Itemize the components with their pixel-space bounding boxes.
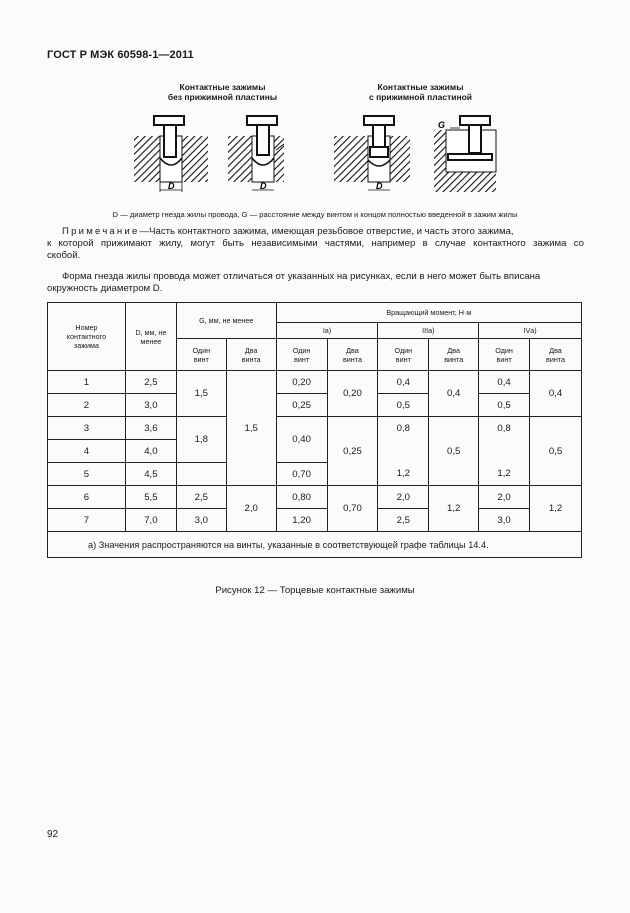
header-iv-two: Два винта xyxy=(530,339,582,371)
cell-g-one: 1,8 xyxy=(176,417,226,463)
cell-iii-two: 0,4 xyxy=(429,371,479,417)
cell-iv-two: 0,5 xyxy=(530,417,582,486)
table-row xyxy=(48,371,582,394)
cell-i-one: 1,20 xyxy=(276,509,327,532)
cell-d: 5,5 xyxy=(125,486,176,509)
cell-number: 1 xyxy=(48,371,126,394)
label-d-2: D xyxy=(260,181,267,191)
cell-iii-two: 0,5 xyxy=(429,417,479,486)
header-g-one: Один винт xyxy=(176,339,226,371)
table-row xyxy=(48,509,582,532)
form-text-line2: окружность диаметром D. xyxy=(47,283,163,294)
header-i-one: Один винт xyxy=(276,339,327,371)
cell-number: 4 xyxy=(48,440,126,463)
cell-d: 7,0 xyxy=(125,509,176,532)
header-g: G, мм, не менее xyxy=(176,303,276,339)
cell-iv-one: 1,2 xyxy=(479,463,530,486)
table-row xyxy=(48,394,582,417)
cell-iv-one: 0,5 xyxy=(479,394,530,417)
torque-table xyxy=(47,302,582,558)
form-text-line1: Форма гнезда жилы провода может отличаться от указанных на рисунках, если в него может быть вписана xyxy=(62,271,541,282)
header-d: D, мм, не менее xyxy=(125,303,176,371)
figure-caption: Рисунок 12 — Торцевые контактные зажимы xyxy=(215,585,415,596)
cell-i-one: 0,25 xyxy=(276,394,327,417)
header-i-two: Два винта xyxy=(327,339,378,371)
cell-iii-one: 0,8 xyxy=(378,417,429,440)
cell-number: 3 xyxy=(48,417,126,440)
cell-number: 6 xyxy=(48,486,126,509)
cell-iii-one: 0,4 xyxy=(378,371,429,394)
note-text xyxy=(62,226,584,238)
note-line3: скобой. xyxy=(47,250,81,261)
cell-iv-one xyxy=(479,440,530,463)
cell-i-one: 0,80 xyxy=(276,486,327,509)
cell-number: 7 xyxy=(48,509,126,532)
cell-iii-one: 2,0 xyxy=(378,486,429,509)
cell-iv-one: 3,0 xyxy=(479,509,530,532)
terminal-drawing-4 xyxy=(434,116,496,192)
cell-d: 4,0 xyxy=(125,440,176,463)
document-header: ГОСТ Р МЭК 60598-1—2011 xyxy=(47,49,194,61)
header-class-iii: IIIа) xyxy=(378,323,479,339)
figure-legend: D — диаметр гнезда жилы провода, G — расстояние между винтом и концом полностью введенной в зажим жилы xyxy=(112,210,518,219)
table-footnote: а) Значения распространяются на винты, указанные в соответствующей графе таблицы 14.4. xyxy=(48,532,582,558)
cell-i-one: 0,70 xyxy=(276,463,327,486)
cell-i-two: 0,20 xyxy=(327,371,378,417)
cell-iv-one: 2,0 xyxy=(479,486,530,509)
terminal-drawings xyxy=(120,104,500,204)
cell-number: 5 xyxy=(48,463,126,486)
terminal-drawing-1 xyxy=(134,116,208,192)
cell-iv-two: 1,2 xyxy=(530,486,582,532)
cell-iii-one: 2,5 xyxy=(378,509,429,532)
cell-g-one: 3,0 xyxy=(176,509,226,532)
cell-iv-one: 0,4 xyxy=(479,371,530,394)
cell-d: 4,5 xyxy=(125,463,176,486)
note-line2: к которой прижимают жилу, могут быть независимыми частями, например в случае контактного зажима со xyxy=(47,238,584,249)
header-number: Номер контактного зажима xyxy=(48,303,126,371)
cell-g-two: 1,5 xyxy=(226,371,276,486)
table-row xyxy=(48,486,582,509)
header-iv-one: Один винт xyxy=(479,339,530,371)
cell-g-one: 1,5 xyxy=(176,371,226,417)
page-number: 92 xyxy=(47,829,59,840)
cell-i-two: 0,70 xyxy=(327,486,378,532)
cell-iii-two: 1,2 xyxy=(429,486,479,532)
label-g: G xyxy=(438,120,446,130)
header-torque: Вращающий момент, Н·м xyxy=(276,303,581,323)
cell-iv-two: 0,4 xyxy=(530,371,582,417)
label-d-1: D xyxy=(168,181,175,191)
terminal-drawing-2 xyxy=(228,116,284,191)
cell-d: 3,0 xyxy=(125,394,176,417)
cell-iii-one xyxy=(378,440,429,463)
header-class-iv: IVа) xyxy=(479,323,582,339)
cell-i-one: 0,40 xyxy=(276,417,327,463)
cell-d: 3,6 xyxy=(125,417,176,440)
header-iii-two: Два винта xyxy=(429,339,479,371)
note-line1: —Часть контактного зажима, имеющая резьбовое отверстие, и часть этого зажима, xyxy=(139,226,514,237)
cell-d: 2,5 xyxy=(125,371,176,394)
table-row xyxy=(48,417,582,440)
figure-title-right: Контактные зажимы с прижимной пластиной xyxy=(368,82,473,102)
figure-title-left: Контактные зажимы без прижимной пластины xyxy=(167,82,278,102)
cell-number: 2 xyxy=(48,394,126,417)
header-class-i: Iа) xyxy=(276,323,378,339)
header-g-two: Два винта xyxy=(226,339,276,371)
cell-g-one xyxy=(176,463,226,486)
table-row xyxy=(48,463,582,486)
header-iii-one: Один винт xyxy=(378,339,429,371)
cell-g-one: 2,5 xyxy=(176,486,226,509)
cell-g-two: 2,0 xyxy=(226,486,276,532)
label-d-3: D xyxy=(376,181,383,191)
cell-i-two: 0,25 xyxy=(327,417,378,486)
note-prefix: Примечание xyxy=(62,226,140,237)
terminal-drawing-3 xyxy=(334,116,410,191)
cell-iii-one: 1,2 xyxy=(378,463,429,486)
cell-iii-one: 0,5 xyxy=(378,394,429,417)
cell-i-one: 0,20 xyxy=(276,371,327,394)
cell-iv-one: 0,8 xyxy=(479,417,530,440)
